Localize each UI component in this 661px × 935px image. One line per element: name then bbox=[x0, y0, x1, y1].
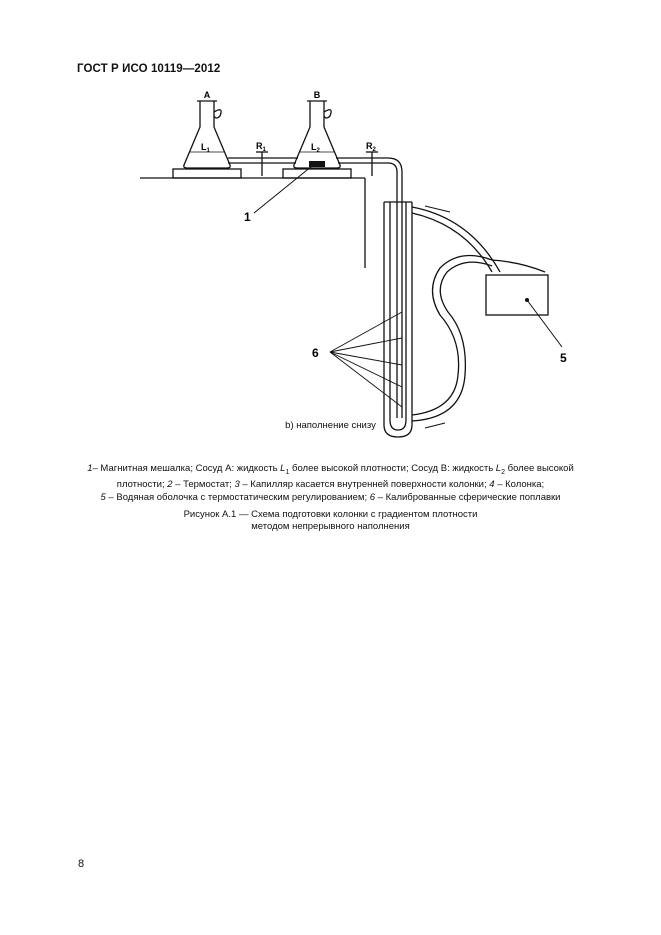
caption-line-2: методом непрерывного наполнения bbox=[251, 520, 410, 532]
callout-5: 5 bbox=[560, 351, 567, 365]
stirrer-plate-a bbox=[173, 169, 241, 178]
liquid-2-label: $L_2$ bbox=[311, 142, 320, 154]
figure-caption bbox=[0, 509, 661, 532]
standard-header: ГОСТ Р ИСО 10119—2012 bbox=[77, 63, 221, 75]
thermostat-box bbox=[486, 275, 548, 315]
column-inner bbox=[390, 202, 406, 430]
legend-line-1: 1– Магнитная мешалка; Сосуд А: жидкость $L_1$ более высокой плотности; Сосуд В: жидкость $L_2$ более высокой bbox=[87, 463, 574, 476]
vessel-a-label: A bbox=[203, 90, 211, 100]
flask-b bbox=[294, 101, 340, 168]
stirrer-plate-b bbox=[283, 169, 351, 178]
figure-subcaption: b) наполнение снизу bbox=[285, 420, 376, 431]
valve-1-label: $R_1$ bbox=[256, 141, 266, 153]
callout-1: 1 bbox=[244, 210, 251, 224]
stir-bar bbox=[309, 161, 325, 167]
vessel-b-label: B bbox=[313, 90, 321, 100]
caption-line-1: Рисунок А.1 — Схема подготовки колонки с градиентом плотности bbox=[183, 509, 478, 520]
page-number: 8 bbox=[78, 858, 85, 870]
legend-line-3: 5 – Водяная оболочка с термостатическим регулированием; 6 – Калиброванные сферические поплавки bbox=[100, 491, 561, 503]
flask-a bbox=[184, 101, 230, 168]
liquid-1-label: $L_1$ bbox=[201, 142, 210, 154]
jacket-tube-outer bbox=[412, 207, 545, 415]
callout-6: 6 bbox=[312, 346, 319, 360]
apparatus-diagram bbox=[0, 0, 661, 450]
figure-legend bbox=[60, 463, 601, 504]
valve-2-label: $R_2$ bbox=[366, 141, 376, 153]
legend-line-2: плотности; 2 – Термостат; 3 – Капилляр касается внутренней поверхности колонки; 4 – Колонка; bbox=[116, 479, 545, 491]
